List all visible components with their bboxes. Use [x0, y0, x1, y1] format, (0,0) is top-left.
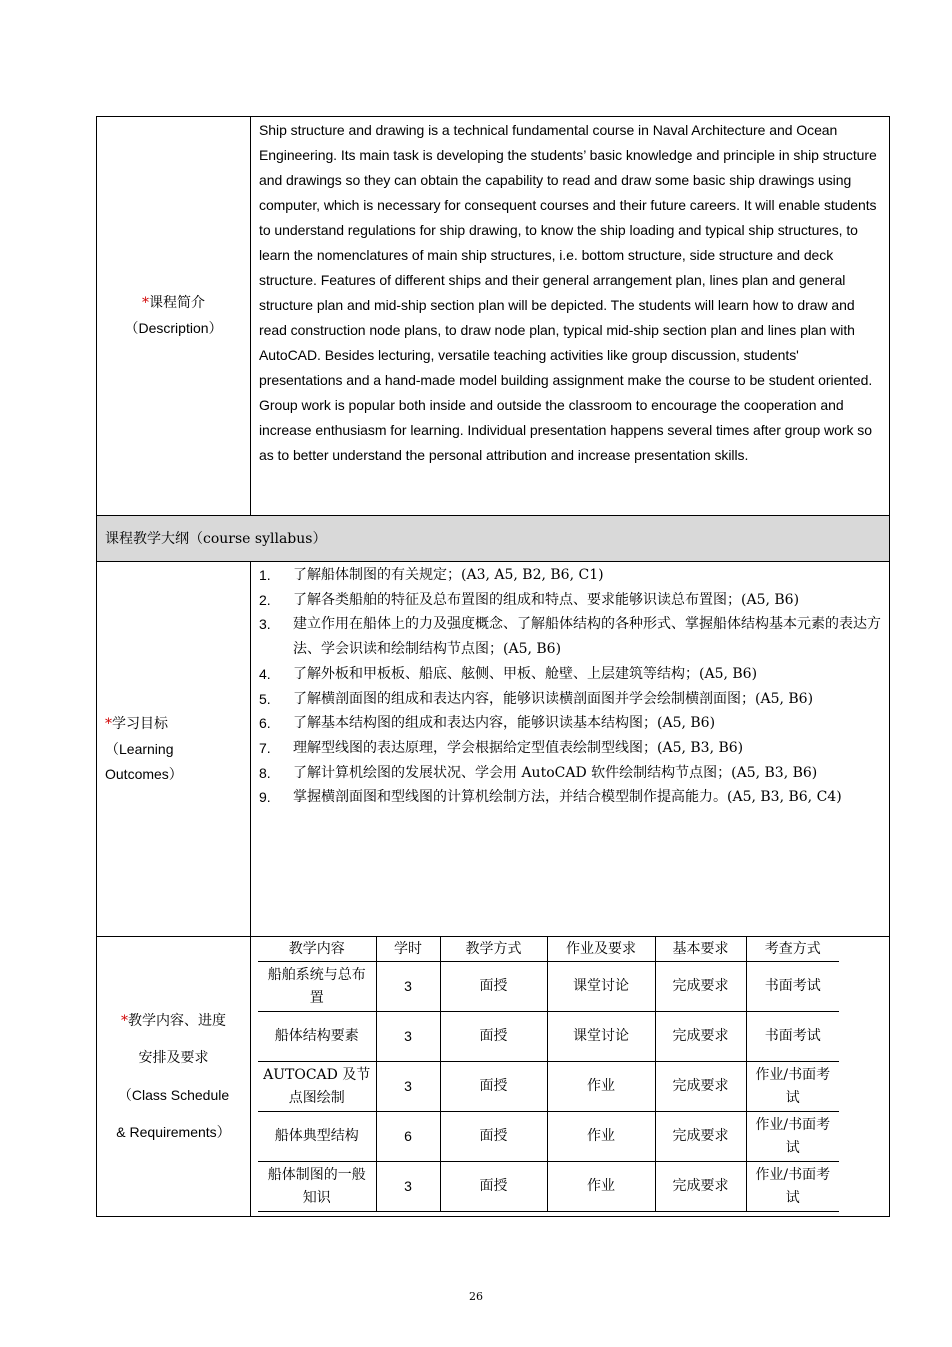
learning-outcomes-row: [96, 561, 890, 937]
column-header-content: 教学内容: [258, 937, 376, 962]
description-label-cn: 课程简介: [149, 295, 205, 311]
syllabus-row: [96, 515, 890, 562]
outcome-text: 了解横剖面图的组成和表达内容，能够识读横剖面图并学会绘制横剖面图；(A5, B6): [293, 690, 814, 707]
table-cell: 面授: [440, 962, 547, 1012]
table-row: [258, 1062, 839, 1112]
table-cell: 6: [376, 1112, 440, 1162]
page-number: 26: [469, 1290, 483, 1303]
outcome-number: 3.: [259, 616, 271, 633]
outcome-number: 5.: [259, 690, 271, 707]
outcome-item: [259, 785, 883, 810]
outcome-number: 9.: [259, 789, 271, 806]
table-cell: 船舶系统与总布置: [258, 962, 376, 1012]
learning-outcomes-label-en-2: Outcomes）: [105, 765, 183, 782]
outcome-text: 了解计算机绘图的发展状况、学会用 AutoCAD 软件绘制结构节点图；(A5, B3, B6): [293, 764, 818, 781]
syllabus-form: [96, 116, 890, 1217]
learning-outcomes-label-en-1: （Learning: [105, 740, 174, 757]
outcome-number: 6.: [259, 715, 271, 732]
table-cell: 作业: [547, 1162, 655, 1212]
outcome-item: [259, 711, 883, 736]
table-cell: 课堂讨论: [547, 962, 655, 1012]
column-header-assignment: 作业及要求: [547, 937, 655, 962]
table-cell: 书面考试: [746, 962, 839, 1012]
table-cell: 完成要求: [655, 1062, 746, 1112]
required-star: *: [121, 1012, 128, 1029]
schedule-label-en-2: & Requirements）: [116, 1123, 231, 1140]
column-header-basic-requirement: 基本要求: [655, 937, 746, 962]
schedule-table: [258, 937, 839, 1212]
required-star: *: [105, 715, 112, 732]
table-cell: 作业: [547, 1112, 655, 1162]
schedule-label: [96, 936, 251, 1217]
table-cell: 完成要求: [655, 962, 746, 1012]
description-label: [96, 116, 251, 516]
outcome-number: 8.: [259, 764, 271, 781]
outcome-text: 掌握横剖面图和型线图的计算机绘制方法，并结合模型制作提高能力。(A5, B3, B6, C4): [293, 789, 842, 806]
outcome-text: 了解外板和甲板板、船底、舷侧、甲板、舱壁、上层建筑等结构；(A5, B6): [293, 665, 758, 682]
table-cell: 船体典型结构: [258, 1112, 376, 1162]
schedule-content: [250, 936, 890, 1217]
outcome-item: [259, 563, 883, 588]
description-label-en: （Description）: [124, 320, 223, 336]
description-row: [96, 116, 890, 516]
table-cell: 3: [376, 1162, 440, 1212]
outcome-number: 4.: [259, 665, 271, 682]
learning-outcomes-content: [250, 561, 890, 937]
description-content: [250, 116, 890, 516]
outcome-item: [259, 662, 883, 687]
table-cell: AUTOCAD 及节点图绘制: [258, 1062, 376, 1112]
schedule-label-en-1: （Class Schedule: [117, 1086, 230, 1103]
table-cell: 书面考试: [746, 1012, 839, 1062]
table-row: [258, 962, 839, 1012]
table-cell: 船体制图的一般知识: [258, 1162, 376, 1212]
table-cell: 完成要求: [655, 1012, 746, 1062]
table-cell: 船体结构要素: [258, 1012, 376, 1062]
table-cell: 3: [376, 1062, 440, 1112]
description-text: Ship structure and drawing is a technical fundamental course in Naval Architecture and Ocean Engineering. Its main task is developing the students’ basic knowledge and principle in ship structure and drawings so they can obtain the capability to read and draw some basic ship drawings using computer, which is necessary for consequent courses and their future careers. It will enable students to understand regulations for ship drawing, to know the ship loading and typical ship structures, to learn the nomenclatures of main ship structures, i.e. bottom structure, side structure and deck structure. Features of different ships and their general arrangement plan, lines plan and general structure plan and mid-ship section plan will be depicted. The students will learn how to draw and read construction node plans, to draw node plan, typical mid-ship section plan and lines plan with AutoCAD. Besides lecturing, versatile teaching activities like group discussion, students' presentations and a hand-made model building assignment make the course to be student oriented. Group work is popular both inside and outside the classroom to encourage the cooperation and increase enthusiasm for learning. Individual presentation happens several times after group work so as to better understand the personal attribution and increase presentation skills.: [259, 122, 877, 463]
outcome-number: 7.: [259, 739, 271, 756]
table-cell: 3: [376, 1012, 440, 1062]
column-header-hours: 学时: [376, 937, 440, 962]
outcome-text: 了解船体制图的有关规定；(A3, A5, B2, B6, C1): [293, 567, 604, 583]
table-cell: 作业/书面考试: [746, 1062, 839, 1112]
table-row: [258, 1162, 839, 1212]
table-cell: 面授: [440, 1112, 547, 1162]
outcome-text: 建立作用在船体上的力及强度概念、了解船体结构的各种形式、掌握船体结构基本元素的表达方法、学会识读和绘制结构节点图；(A5, B6): [293, 616, 881, 658]
outcome-text: 了解各类船舶的特征及总布置图的组成和特点、要求能够识读总布置图；(A5, B6): [293, 591, 800, 608]
outcome-number: 2.: [259, 591, 271, 608]
learning-outcomes-list: [251, 562, 889, 810]
learning-outcomes-label-cn: 学习目标: [112, 715, 168, 732]
table-row: [258, 1112, 839, 1162]
table-cell: 课堂讨论: [547, 1012, 655, 1062]
table-cell: 作业: [547, 1062, 655, 1112]
schedule-label-cn-1: 教学内容、进度: [128, 1012, 226, 1029]
table-cell: 面授: [440, 1062, 547, 1112]
column-header-teaching-mode: 教学方式: [440, 937, 547, 962]
required-star: *: [142, 295, 149, 311]
table-cell: 完成要求: [655, 1162, 746, 1212]
table-cell: 作业/书面考试: [746, 1112, 839, 1162]
syllabus-heading: 课程教学大纲（course syllabus）: [96, 515, 890, 562]
outcome-text: 理解型线图的表达原理，学会根据给定型值表绘制型线图；(A5, B3, B6): [293, 739, 744, 756]
learning-outcomes-label: [96, 561, 251, 937]
table-cell: 完成要求: [655, 1112, 746, 1162]
outcome-item: [259, 612, 883, 661]
table-row: [258, 1012, 839, 1062]
outcome-item: [259, 761, 883, 786]
outcome-item: [259, 687, 883, 712]
table-cell: 面授: [440, 1012, 547, 1062]
schedule-header-row: [258, 937, 839, 962]
outcome-number: 1.: [259, 567, 271, 583]
schedule-row: [96, 936, 890, 1217]
outcome-item: [259, 588, 883, 613]
schedule-label-cn-2: 安排及要求: [138, 1049, 209, 1066]
table-cell: 面授: [440, 1162, 547, 1212]
outcome-item: [259, 736, 883, 761]
column-header-assessment: 考查方式: [746, 937, 839, 962]
outcome-text: 了解基本结构图的组成和表达内容，能够识读基本结构图；(A5, B6): [293, 715, 716, 732]
table-cell: 3: [376, 962, 440, 1012]
table-cell: 作业/书面考试: [746, 1162, 839, 1212]
